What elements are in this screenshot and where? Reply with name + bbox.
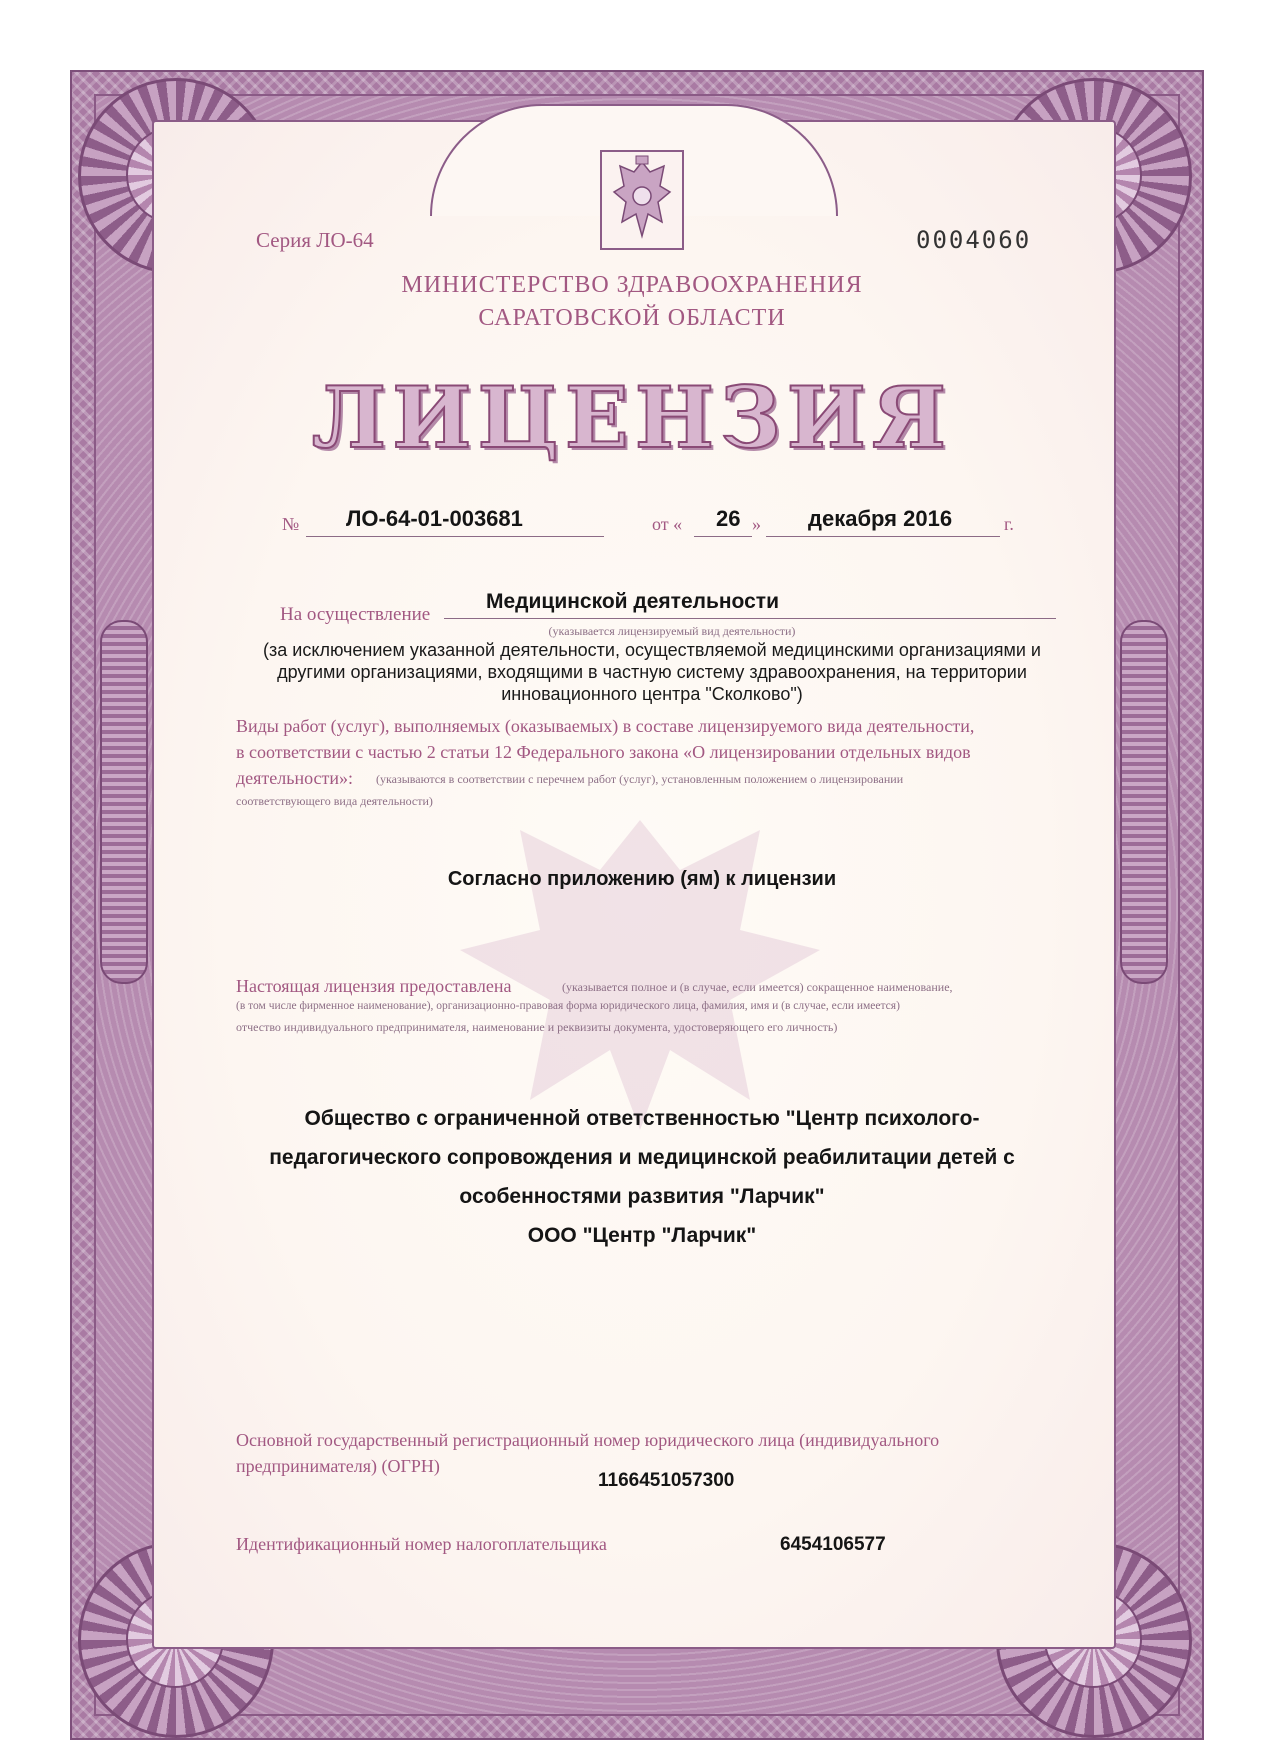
organization-name-line3: особенностями развития "Ларчик" — [459, 1185, 825, 1208]
document-title: ЛИЦЕНЗИЯ — [311, 368, 953, 467]
inn-value: 6454106577 — [780, 1534, 886, 1555]
organization-short-name: ООО "Центр "Ларчик" — [527, 1224, 757, 1247]
ogrn-value: 1166451057300 — [598, 1470, 735, 1491]
license-number: ЛО-64-01-003681 — [346, 506, 523, 531]
ogrn-label-line1: Основной государственный регистрационный номер юридического лица (индивидуального — [236, 1430, 940, 1450]
activity-underline — [444, 618, 1056, 619]
license-day: 26 — [716, 506, 741, 531]
organization-name-line1: Общество с ограниченной ответственностью "Центр психолого- — [304, 1107, 980, 1130]
works-hint-line1: (указываются в соответствии с перечнем работ (услуг), установленным положением о лицензировании — [376, 772, 904, 786]
inn-label: Идентификационный номер налогоплательщика — [236, 1534, 607, 1554]
works-text-line2: в соответствии с частью 2 статьи 12 Федерального закона «О лицензировании отдельных видов — [236, 742, 971, 762]
works-text-line3: деятельности»: — [236, 768, 354, 788]
series-label: Серия ЛО-64 — [256, 228, 374, 252]
ministry-name-line1: МИНИСТЕРСТВО ЗДРАВООХРАНЕНИЯ — [401, 272, 863, 298]
day-close-quote: » — [752, 514, 761, 534]
activity-hint: (указывается лицензируемый вид деятельности) — [548, 624, 796, 638]
works-hint-line2: соответствующего вида деятельности) — [236, 794, 433, 808]
works-value: Согласно приложению (ям) к лицензии — [447, 868, 837, 890]
day-underline — [694, 536, 752, 537]
month-year-underline — [766, 536, 1000, 537]
activity-label: На осуществление — [280, 604, 431, 625]
activity-value: Медицинской деятельности — [486, 590, 779, 613]
date-from-label: от « — [652, 514, 683, 534]
eagle-watermark-icon — [430, 780, 850, 1140]
number-sign: № — [282, 514, 300, 534]
license-month-year: декабря 2016 — [808, 506, 953, 531]
granted-hint-line3: отчество индивидуального предпринимателя, наименование и реквизиты документа, удостоверяющего его личность) — [236, 1020, 838, 1034]
exclusion-line2: другими организациями, входящими в частную систему здравоохранения, на территории — [277, 662, 1027, 682]
ogrn-label-line2: предпринимателя) (ОГРН) — [236, 1456, 440, 1476]
year-suffix: г. — [1004, 514, 1014, 534]
number-underline — [306, 536, 604, 537]
exclusion-line1: (за исключением указанной деятельности, осуществляемой медицинскими организациями и — [263, 640, 1041, 660]
granted-hint-line2: (в том числе фирменное наименование), организационно-правовая форма юридического лица, фамилия, имя и (в случае, если имеется) — [236, 1000, 900, 1012]
exclusion-line3: инновационного центра "Сколково") — [501, 684, 803, 704]
ministry-name-line2: САРАТОВСКОЙ ОБЛАСТИ — [478, 305, 786, 331]
coat-of-arms-emblem-icon — [600, 150, 684, 250]
organization-name-line2: педагогического сопровождения и медицинской реабилитации детей с — [269, 1146, 1015, 1169]
granted-label: Настоящая лицензия предоставлена — [236, 976, 512, 996]
works-text-line1: Виды работ (услуг), выполняемых (оказываемых) в составе лицензируемого вида деятельности, — [236, 716, 975, 736]
blank-number: 0004060 — [916, 226, 1032, 254]
granted-hint-line1: (указывается полное и (в случае, если имеется) сокращенное наименование, — [562, 980, 953, 994]
